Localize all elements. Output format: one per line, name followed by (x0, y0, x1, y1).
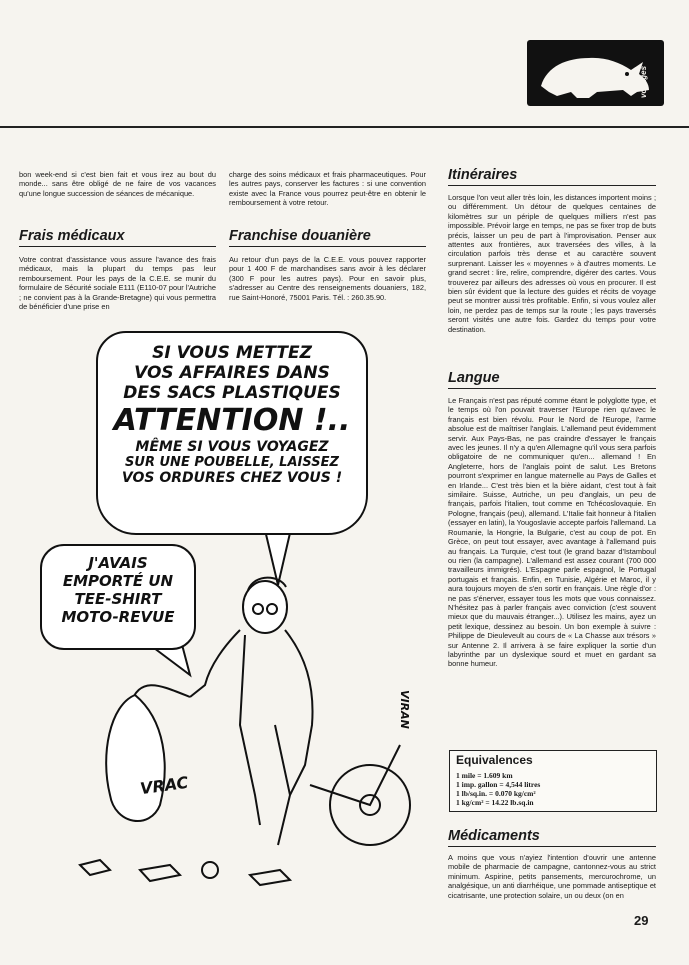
equiv-line-3: 1 lb/sq.in. = 0.070 kg/cm² (456, 789, 536, 798)
equiv-line-1: 1 mile = 1.609 km (456, 771, 513, 780)
heading-itineraires: Itinéraires (448, 167, 518, 183)
rule-langue (448, 388, 656, 389)
bubble-line-3: DES SACS PLASTIQUES (123, 383, 341, 403)
equivalences-box (449, 750, 657, 812)
heading-medicaments: Médicaments (448, 828, 540, 844)
small-bubble-line-2: EMPORTÉ UN (62, 572, 174, 590)
bubble-line-attention: ATTENTION !.. (113, 403, 351, 438)
equiv-line-2: 1 imp. gallon = 4,544 litres (456, 780, 541, 789)
bubble-line-2: VOS AFFAIRES DANS (134, 363, 330, 383)
franchise-text: Au retour d'un pays de la C.E.E. vous pouvez rapporter pour 1 400 F de marchandises sans avoir à les déclarer (300 F pour les autres pays). Pour en savoir plus, s'adresser au Centre des renseignements douaniers, 182, rue Saint-Honoré, 75001 Paris. Tél. : 260.35.90. (229, 255, 426, 302)
small-bubble-line-4: MOTO-REVUE (61, 608, 175, 626)
equivalences-title: Equivalences (456, 753, 533, 767)
bubble-line-1: SI VOUS METTEZ (152, 343, 312, 363)
header-rule (0, 126, 689, 128)
rhino-logo (527, 40, 664, 106)
bubble-line-6: SUR UNE POUBELLE, LAISSEZ (125, 455, 339, 470)
artist-signature: VIRAN (398, 690, 411, 729)
rule-itineraires (448, 185, 656, 186)
rule-franchise (229, 246, 426, 247)
rule-frais (19, 246, 216, 247)
langue-text: Le Français n'est pas réputé comme étant le polyglotte type, et le temps où l'on pouvait traverser l'Europe rien qu'avec le français est bien révolu. Pour le Nord de l'Europe, l'arme absolue est de maîtriser l'anglais. L'allemand peut évidemment servir. Aux Pays-Bas, ne pas craindre d'essayer le français avec les jeunes. Il n'y a qu'en Allemagne qu'il vous sera parfois obligatoire de ne communiquer qu'en... allemand ! En Angleterre, hors de l'anglais point de salut. Les Bretons pourront s'exprimer en langue maternelle au Pays de Galles et en Irlande... C'est très bien et la bière aidant, c'est tout à fait similaire. Suisse, Autriche, un peu d'anglais, un peu de français, parfois l'italien, tout comme en Tchécoslovaquie. En Pologne, français (peu), allemand. L'Italie fait honneur à l'italien (essayer en latin), la Yougoslavie accepte parfois l'allemand. La Roumanie, la Hongrie, la Bulgarie, c'est au coup de pot. En Grèce, on peut tout essayer, avec avantage à l'allemand puis au français. La Turquie, c'est tout (le grand bazar d'Istamboul ou rien (la campagne). L'allemand est assez courant (700 000 travailleurs immigrés). L'Espagne parle espagnol, le Portugal portugais et français. Enfin, en Tunisie, Algérie et Maroc, il y aura toujours moyen de s'en sortir en français. Une règle d'or : ne pas s'énerver, essayer tous les mots que vous connaissez. N'hésitez pas à parler français avec conviction (c'est souvent mieux que du mauvais étranger...). Utilisez les mains, ayez un petit lexique, dessinez au besoin. Un bon exemple à suivre : Philippe de Dieuleveult au cours de « La Chasse aux trésors » sur Antenne 2. Il arrivera à se faire expliquer la sortie d'un labyrinthe par un dyslexique sourd et muet en gardant sa bonne humeur. (448, 396, 656, 669)
equiv-line-4: 1 kg/cm² = 14.22 lb.sq.in (456, 798, 534, 807)
bubble-line-5: MÊME SI VOUS VOYAGEZ (135, 439, 329, 455)
heading-franchise-douaniere: Franchise douanière (229, 228, 371, 244)
medicaments-text: A moins que vous n'ayiez l'intention d'ouvrir une antenne mobile de pharmacie de campagne, cantonnez-vous au strict minimum. Aspirine, petits pansements, mercurochrome, un analgésique, un anti diarrhéique, une pommade antiseptique et cicatrisante, une protection solaire, un ou deux (on en (448, 853, 656, 900)
speech-bubble-teeshirt (40, 544, 196, 650)
logo-label: voyages (639, 65, 648, 98)
bag-label: VRAC (138, 772, 190, 799)
small-bubble-line-1: J'AVAIS (88, 554, 148, 572)
small-bubble-line-3: TEE-SHIRT (74, 590, 162, 608)
page-number: 29 (634, 913, 649, 928)
left-intro: bon week-end si c'est bien fait et vous irez au bout du monde... sans être obligé de ne faire de vos vacances qu'une longue succession de séances de mécanique. (19, 170, 216, 198)
heading-frais-medicaux: Frais médicaux (19, 228, 125, 244)
heading-langue: Langue (448, 370, 500, 386)
itineraires-text: Lorsque l'on veut aller très loin, les distances importent moins ; ou différemment. Un détour de quelques centaines de kilomètres sur un périple de quelques milliers n'est pas impossible. Prévoir large en temps, ne pas se fixer trop de buts précis, laisser un peu de part à l'improvisation. Penser aux attentes aux frontières, aux traversées des villes, à la circulation parfois très dense et au caractère souvent surprenant. Laisser les « moyennes » à d'autres moments. Le grand secret : lire, relire, comprendre, digérer des cartes. Vous trouverez par ailleurs des adresses où vous en procurer. Il est bien sûr évident que la lecture des guides et récits de voyage peut se montrer aussi très profitable. Enfin, si vous voulez aller loin, ne perdez pas de temps sur la route ; les pays traversés seront visités une autre fois. Gardez du temps pour votre destination. (448, 193, 656, 334)
bubble-line-7: VOS ORDURES CHEZ VOUS ! (121, 470, 343, 486)
frais-medicaux-text: Votre contrat d'assistance vous assure l'avance des frais médicaux, mais la plupart du temps pas leur remboursement. Pour les pays de la C.E.E. se munir du formulaire de Sécurité sociale E111 (E110-07 pour l'Autriche ; ne convient pas à la Grande-Bretagne) qui vous permettra de bénéficier d'une prise en (19, 255, 216, 312)
rule-medicaments (448, 846, 656, 847)
middle-intro: charge des soins médicaux et frais pharmaceutiques. Pour les autres pays, conserver les factures : si une convention existe avec la France vous pourrez peut-être en obtenir le remboursement à votre retour. (229, 170, 426, 208)
speech-bubble-warning (96, 331, 368, 535)
